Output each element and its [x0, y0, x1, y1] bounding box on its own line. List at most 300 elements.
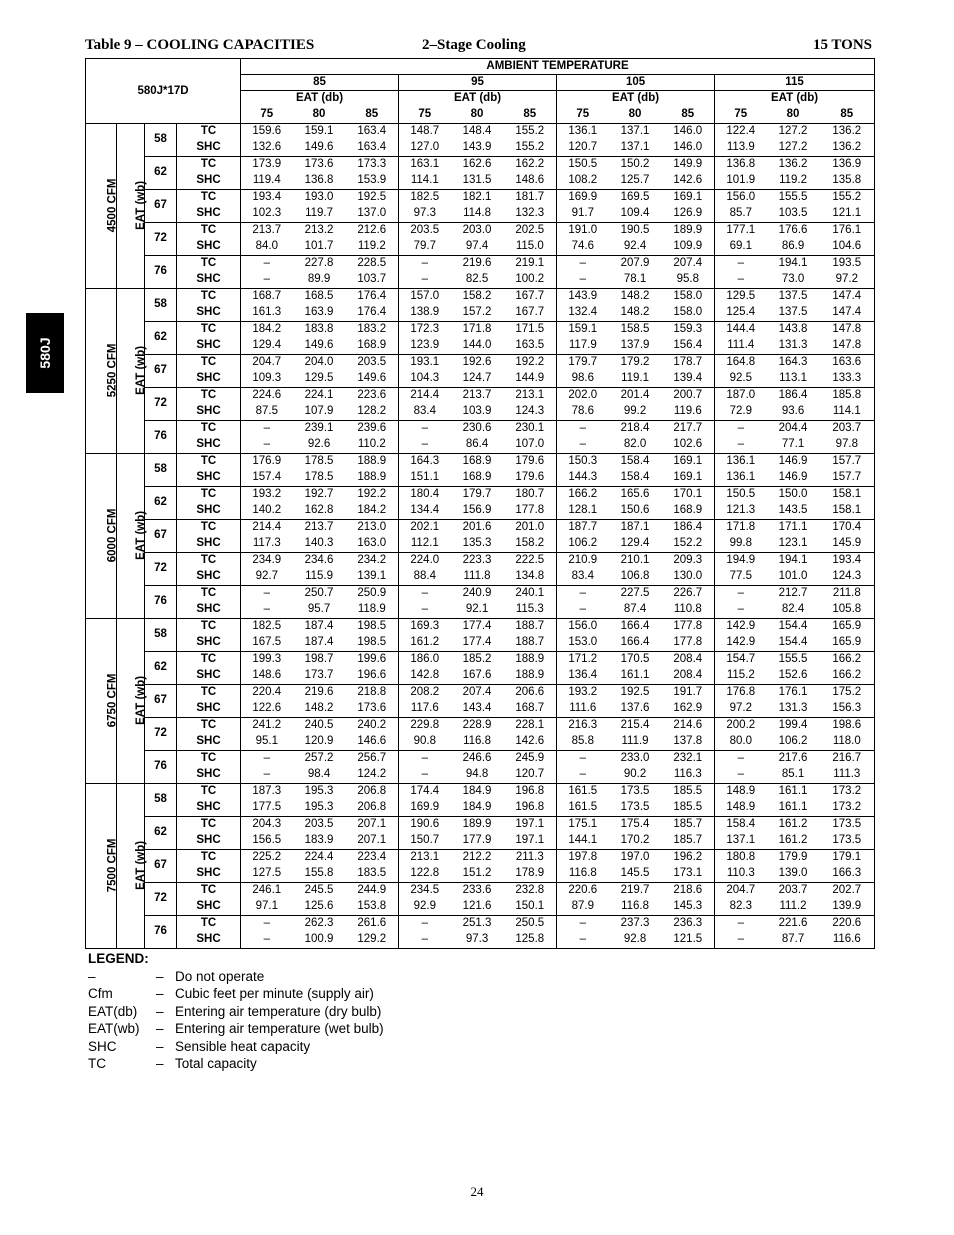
value-cell: 171.8 — [451, 321, 504, 337]
value-cell: – — [399, 750, 451, 766]
metric-label: SHC — [177, 271, 241, 288]
value-cell: – — [241, 420, 293, 436]
table-row — [86, 370, 875, 387]
value-cell: 201.0 — [504, 519, 557, 535]
value-cell: 183.8 — [293, 321, 346, 337]
value-cell: 207.4 — [662, 255, 715, 271]
value-cell: 212.2 — [451, 849, 504, 865]
value-cell: 164.3 — [399, 453, 451, 469]
value-cell: 147.8 — [820, 337, 875, 354]
value-cell: 155.8 — [293, 865, 346, 882]
wb-temp-cell: 76 — [145, 420, 177, 453]
value-cell: 87.7 — [767, 931, 820, 948]
value-cell: 97.3 — [451, 931, 504, 948]
value-cell: 137.1 — [715, 832, 767, 849]
value-cell: 122.6 — [241, 700, 293, 717]
value-cell: 142.9 — [715, 618, 767, 634]
value-cell: 203.5 — [346, 354, 399, 370]
value-cell: 158.2 — [451, 288, 504, 304]
value-cell: 175.2 — [820, 684, 875, 700]
eat-db-label: EAT (db) — [241, 90, 399, 105]
value-cell: 202.7 — [820, 882, 875, 898]
legend-key: SHC — [88, 1038, 117, 1054]
metric-label: TC — [177, 255, 241, 271]
value-cell: 73.0 — [767, 271, 820, 288]
value-cell: 210.9 — [557, 552, 609, 568]
value-cell: 100.2 — [504, 271, 557, 288]
value-cell: 92.8 — [609, 931, 662, 948]
value-cell: 176.8 — [715, 684, 767, 700]
table-row — [86, 222, 875, 238]
ambient-95: 95 — [399, 74, 557, 90]
metric-label: TC — [177, 585, 241, 601]
value-cell: 90.2 — [609, 766, 662, 783]
eat-wb-cell — [117, 783, 148, 948]
value-cell: 136.2 — [820, 123, 875, 139]
table-row — [86, 601, 875, 618]
value-cell: 204.3 — [241, 816, 293, 832]
value-cell: 208.4 — [662, 667, 715, 684]
cfm-label: 7500 CFM — [106, 839, 119, 893]
value-cell: 169.3 — [399, 618, 451, 634]
value-cell: 143.9 — [557, 288, 609, 304]
table-row — [86, 271, 875, 288]
value-cell: 117.9 — [557, 337, 609, 354]
value-cell: 167.7 — [504, 304, 557, 321]
legend-key: – — [88, 968, 96, 984]
value-cell: 143.8 — [767, 321, 820, 337]
value-cell: 165.9 — [820, 634, 875, 651]
value-cell: 102.6 — [662, 436, 715, 453]
value-cell: 153.9 — [346, 172, 399, 189]
value-cell: 86.9 — [767, 238, 820, 255]
value-cell: 103.7 — [346, 271, 399, 288]
value-cell: 213.1 — [399, 849, 451, 865]
value-cell: 206.6 — [504, 684, 557, 700]
value-cell: 161.3 — [241, 304, 293, 321]
value-cell: 257.2 — [293, 750, 346, 766]
value-cell: 220.6 — [557, 882, 609, 898]
value-cell: 91.7 — [557, 205, 609, 222]
value-cell: 240.2 — [346, 717, 399, 733]
value-cell: 202.5 — [504, 222, 557, 238]
value-cell: 125.8 — [504, 931, 557, 948]
value-cell: – — [557, 601, 609, 618]
value-cell: 223.3 — [451, 552, 504, 568]
value-cell: 167.6 — [451, 667, 504, 684]
value-cell: 137.0 — [346, 205, 399, 222]
value-cell: 198.5 — [346, 634, 399, 651]
wb-temp-cell: 72 — [145, 882, 177, 915]
value-cell: – — [557, 766, 609, 783]
value-cell: 136.8 — [293, 172, 346, 189]
table-row — [86, 156, 875, 172]
value-cell: 92.9 — [399, 898, 451, 915]
value-cell: 156.3 — [820, 700, 875, 717]
table-row — [86, 618, 875, 634]
value-cell: 193.4 — [820, 552, 875, 568]
value-cell: 207.9 — [609, 255, 662, 271]
value-cell: – — [241, 750, 293, 766]
value-cell: 199.3 — [241, 651, 293, 667]
value-cell: 112.1 — [399, 535, 451, 552]
value-cell: 170.5 — [609, 651, 662, 667]
value-cell: 216.3 — [557, 717, 609, 733]
value-cell: 188.9 — [346, 453, 399, 469]
cfm-cell — [86, 618, 117, 783]
value-cell: 72.9 — [715, 403, 767, 420]
value-cell: 188.9 — [346, 469, 399, 486]
value-cell: 106.8 — [609, 568, 662, 585]
value-cell: 146.9 — [767, 453, 820, 469]
tonnage-label: 15 TONS — [812, 37, 872, 53]
value-cell: 119.2 — [767, 172, 820, 189]
metric-label: SHC — [177, 799, 241, 816]
value-cell: 166.2 — [820, 667, 875, 684]
value-cell: 97.1 — [241, 898, 293, 915]
value-cell: 161.2 — [767, 816, 820, 832]
value-cell: – — [399, 585, 451, 601]
wb-temp-cell: 67 — [145, 684, 177, 717]
metric-label: SHC — [177, 205, 241, 222]
value-cell: 129.4 — [609, 535, 662, 552]
table-row — [86, 469, 875, 486]
metric-label: SHC — [177, 865, 241, 882]
value-cell: 125.6 — [293, 898, 346, 915]
value-cell: 199.4 — [767, 717, 820, 733]
value-cell: 163.1 — [399, 156, 451, 172]
value-cell: 82.4 — [767, 601, 820, 618]
value-cell: 137.9 — [609, 337, 662, 354]
value-cell: 173.5 — [820, 832, 875, 849]
value-cell: 195.3 — [293, 783, 346, 799]
value-cell: 223.6 — [346, 387, 399, 403]
value-cell: 136.1 — [715, 469, 767, 486]
value-cell: 190.6 — [399, 816, 451, 832]
value-cell: 117.6 — [399, 700, 451, 717]
value-cell: 139.9 — [820, 898, 875, 915]
metric-label: TC — [177, 123, 241, 139]
value-cell: 104.6 — [820, 238, 875, 255]
legend-item — [88, 1003, 382, 1021]
value-cell: 86.4 — [451, 436, 504, 453]
value-cell: 157.0 — [399, 288, 451, 304]
value-cell: 213.0 — [346, 519, 399, 535]
value-cell: 124.7 — [451, 370, 504, 387]
metric-label: TC — [177, 156, 241, 172]
metric-label: TC — [177, 816, 241, 832]
legend-desc: Entering air temperature (dry bulb) — [175, 1003, 382, 1019]
value-cell: 191.7 — [662, 684, 715, 700]
value-cell: 124.2 — [346, 766, 399, 783]
value-cell: 144.3 — [557, 469, 609, 486]
value-cell: 137.6 — [609, 700, 662, 717]
value-cell: 122.4 — [715, 123, 767, 139]
value-cell: 246.1 — [241, 882, 293, 898]
value-cell: 168.5 — [293, 288, 346, 304]
value-cell: 101.0 — [767, 568, 820, 585]
eat-wb-cell — [117, 288, 148, 453]
value-cell: 192.7 — [293, 486, 346, 502]
value-cell: – — [241, 931, 293, 948]
value-cell: 218.4 — [609, 420, 662, 436]
db-temp-75: 75 — [399, 105, 451, 123]
metric-label: TC — [177, 420, 241, 436]
metric-label: SHC — [177, 304, 241, 321]
value-cell: 121.5 — [662, 931, 715, 948]
value-cell: 83.4 — [557, 568, 609, 585]
value-cell: 118.0 — [820, 733, 875, 750]
value-cell: 173.6 — [293, 156, 346, 172]
metric-label: TC — [177, 849, 241, 865]
wb-temp-cell: 67 — [145, 354, 177, 387]
value-cell: 213.7 — [451, 387, 504, 403]
metric-label: SHC — [177, 139, 241, 156]
wb-temp-cell: 72 — [145, 222, 177, 255]
value-cell: 193.4 — [241, 189, 293, 205]
value-cell: 82.5 — [451, 271, 504, 288]
value-cell: 226.7 — [662, 585, 715, 601]
value-cell: 230.1 — [504, 420, 557, 436]
value-cell: 158.0 — [662, 304, 715, 321]
wb-temp-cell: 67 — [145, 849, 177, 882]
value-cell: 156.0 — [557, 618, 609, 634]
value-cell: 140.2 — [241, 502, 293, 519]
value-cell: 140.3 — [293, 535, 346, 552]
value-cell: 245.9 — [504, 750, 557, 766]
value-cell: 101.9 — [715, 172, 767, 189]
value-cell: 77.1 — [767, 436, 820, 453]
value-cell: 158.2 — [504, 535, 557, 552]
value-cell: 157.7 — [820, 453, 875, 469]
value-cell: 213.7 — [293, 519, 346, 535]
legend-dash: – — [156, 1038, 164, 1054]
cfm-cell — [86, 453, 117, 618]
table-row — [86, 354, 875, 370]
legend-desc: Cubic feet per minute (supply air) — [175, 986, 374, 1001]
value-cell: 188.7 — [504, 618, 557, 634]
value-cell: 136.8 — [715, 156, 767, 172]
value-cell: 157.2 — [451, 304, 504, 321]
value-cell: 224.0 — [399, 552, 451, 568]
value-cell: 213.2 — [293, 222, 346, 238]
db-temp-85: 85 — [504, 105, 557, 123]
value-cell: 106.2 — [767, 733, 820, 750]
value-cell: 113.1 — [767, 370, 820, 387]
value-cell: 214.4 — [241, 519, 293, 535]
value-cell: 121.1 — [820, 205, 875, 222]
value-cell: 245.5 — [293, 882, 346, 898]
value-cell: 234.2 — [346, 552, 399, 568]
value-cell: 136.4 — [557, 667, 609, 684]
metric-label: SHC — [177, 337, 241, 354]
table-body — [86, 123, 875, 948]
metric-label: TC — [177, 618, 241, 634]
value-cell: 174.4 — [399, 783, 451, 799]
value-cell: 131.3 — [767, 700, 820, 717]
value-cell: 150.3 — [557, 453, 609, 469]
value-cell: 169.5 — [609, 189, 662, 205]
metric-label: SHC — [177, 931, 241, 948]
value-cell: 234.9 — [241, 552, 293, 568]
metric-label: TC — [177, 684, 241, 700]
cfm-label: 6750 CFM — [106, 674, 119, 728]
eat-wb-cell — [117, 453, 148, 618]
value-cell: 131.3 — [767, 337, 820, 354]
value-cell: 187.4 — [293, 618, 346, 634]
value-cell: 108.2 — [557, 172, 609, 189]
value-cell: 159.3 — [662, 321, 715, 337]
value-cell: 135.8 — [820, 172, 875, 189]
value-cell: 116.8 — [451, 733, 504, 750]
value-cell: 92.4 — [609, 238, 662, 255]
value-cell: 187.1 — [609, 519, 662, 535]
value-cell: 240.5 — [293, 717, 346, 733]
value-cell: 173.5 — [609, 799, 662, 816]
table-row — [86, 123, 875, 139]
value-cell: 115.3 — [504, 601, 557, 618]
value-cell: – — [557, 915, 609, 931]
value-cell: 147.8 — [820, 321, 875, 337]
table-row — [86, 849, 875, 865]
value-cell: 148.4 — [451, 123, 504, 139]
value-cell: 156.0 — [715, 189, 767, 205]
value-cell: 123.9 — [399, 337, 451, 354]
table-row — [86, 552, 875, 568]
value-cell: 111.2 — [767, 898, 820, 915]
value-cell: 146.0 — [662, 123, 715, 139]
value-cell: 201.6 — [451, 519, 504, 535]
value-cell: 126.9 — [662, 205, 715, 222]
value-cell: 206.8 — [346, 783, 399, 799]
value-cell: 150.6 — [609, 502, 662, 519]
legend-desc: Entering air temperature (wet bulb) — [175, 1021, 384, 1036]
value-cell: 87.5 — [241, 403, 293, 420]
table-row — [86, 717, 875, 733]
value-cell: 147.4 — [820, 288, 875, 304]
value-cell: 158.1 — [820, 502, 875, 519]
value-cell: 184.2 — [241, 321, 293, 337]
value-cell: 129.2 — [346, 931, 399, 948]
wb-temp-cell: 62 — [145, 156, 177, 189]
value-cell: 162.9 — [662, 700, 715, 717]
db-temp-75: 75 — [715, 105, 767, 123]
eat-db-label: EAT (db) — [557, 90, 715, 105]
metric-label: TC — [177, 552, 241, 568]
table-row — [86, 915, 875, 931]
value-cell: 169.1 — [662, 189, 715, 205]
value-cell: 97.2 — [820, 271, 875, 288]
value-cell: 185.2 — [451, 651, 504, 667]
value-cell: – — [399, 255, 451, 271]
value-cell: 192.5 — [346, 189, 399, 205]
value-cell: 207.1 — [346, 832, 399, 849]
value-cell: 166.2 — [557, 486, 609, 502]
value-cell: 192.2 — [504, 354, 557, 370]
value-cell: – — [715, 255, 767, 271]
value-cell: 187.7 — [557, 519, 609, 535]
value-cell: 187.4 — [293, 634, 346, 651]
value-cell: 219.1 — [504, 255, 557, 271]
value-cell: 95.1 — [241, 733, 293, 750]
value-cell: – — [715, 585, 767, 601]
value-cell: 129.5 — [293, 370, 346, 387]
cooling-capacities-table — [85, 58, 875, 949]
side-tab — [26, 313, 64, 393]
value-cell: 232.8 — [504, 882, 557, 898]
value-cell: 120.7 — [504, 766, 557, 783]
value-cell: 201.4 — [609, 387, 662, 403]
value-cell: 149.6 — [346, 370, 399, 387]
value-cell: 176.6 — [767, 222, 820, 238]
table-row — [86, 684, 875, 700]
stage-label: 2–Stage Cooling — [422, 37, 526, 53]
eat-db-label: EAT (db) — [715, 90, 875, 105]
value-cell: 170.4 — [820, 519, 875, 535]
value-cell: 193.5 — [820, 255, 875, 271]
table-row — [86, 255, 875, 271]
value-cell: 127.5 — [241, 865, 293, 882]
value-cell: 163.6 — [820, 354, 875, 370]
metric-label: TC — [177, 288, 241, 304]
value-cell: 114.1 — [820, 403, 875, 420]
value-cell: 161.2 — [767, 832, 820, 849]
value-cell: – — [399, 931, 451, 948]
value-cell: 162.8 — [293, 502, 346, 519]
value-cell: 159.6 — [241, 123, 293, 139]
value-cell: 150.2 — [609, 156, 662, 172]
value-cell: 171.5 — [504, 321, 557, 337]
value-cell: 171.2 — [557, 651, 609, 667]
value-cell: 99.2 — [609, 403, 662, 420]
value-cell: 212.6 — [346, 222, 399, 238]
metric-label: SHC — [177, 535, 241, 552]
value-cell: 185.5 — [662, 783, 715, 799]
value-cell: 119.6 — [662, 403, 715, 420]
value-cell: 120.7 — [557, 139, 609, 156]
value-cell: 208.2 — [399, 684, 451, 700]
table-row — [86, 585, 875, 601]
table-row — [86, 783, 875, 799]
value-cell: 137.8 — [662, 733, 715, 750]
value-cell: 111.8 — [451, 568, 504, 585]
metric-label: TC — [177, 717, 241, 733]
table-row — [86, 667, 875, 684]
value-cell: 237.3 — [609, 915, 662, 931]
value-cell: 161.1 — [767, 799, 820, 816]
value-cell: 234.6 — [293, 552, 346, 568]
value-cell: – — [715, 766, 767, 783]
value-cell: 213.1 — [504, 387, 557, 403]
value-cell: 148.7 — [399, 123, 451, 139]
value-cell: 148.2 — [609, 304, 662, 321]
value-cell: – — [241, 436, 293, 453]
value-cell: 111.3 — [820, 766, 875, 783]
value-cell: 177.4 — [451, 634, 504, 651]
value-cell: 137.1 — [609, 139, 662, 156]
value-cell: 220.4 — [241, 684, 293, 700]
cfm-label: 5250 CFM — [106, 344, 119, 398]
value-cell: 142.6 — [662, 172, 715, 189]
value-cell: 161.5 — [557, 783, 609, 799]
table-row — [86, 205, 875, 222]
value-cell: 241.2 — [241, 717, 293, 733]
value-cell: 162.2 — [504, 156, 557, 172]
value-cell: 163.4 — [346, 123, 399, 139]
value-cell: 197.1 — [504, 816, 557, 832]
table-title: Table 9 – COOLING CAPACITIES — [85, 37, 315, 53]
value-cell: 178.5 — [293, 453, 346, 469]
